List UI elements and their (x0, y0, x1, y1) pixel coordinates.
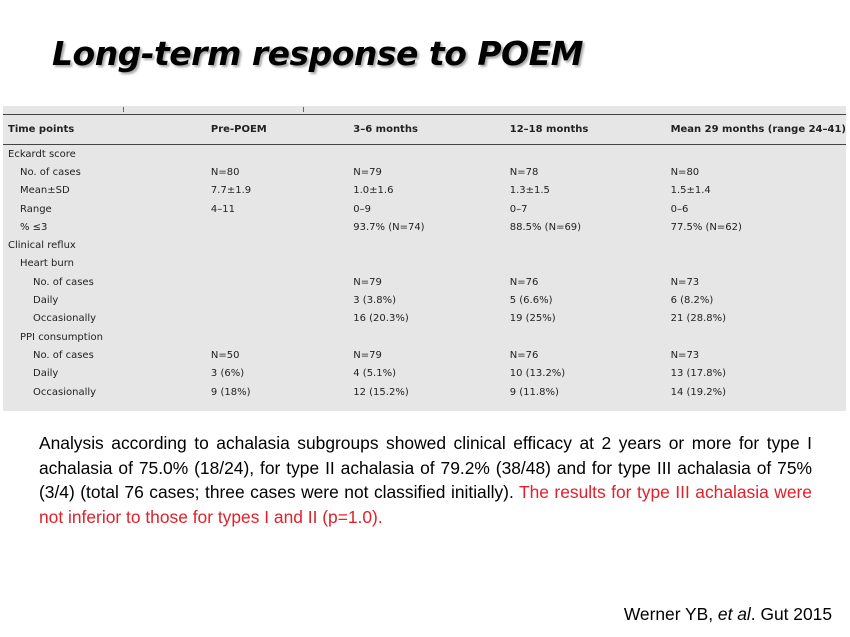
table-cell: 7.7±1.9 (210, 185, 252, 197)
table-row (3, 328, 846, 346)
table-cell: 1.0±1.6 (353, 185, 394, 197)
summary-paragraph (39, 431, 812, 529)
table-row (3, 145, 846, 164)
table-cell (510, 145, 671, 164)
header-mean-29-months: Mean 29 months (range 24–41) (671, 115, 846, 145)
table-row (3, 273, 846, 291)
table-cell (211, 236, 353, 254)
table-cell: 4–11 (210, 203, 236, 215)
header-time-points: Time points (3, 115, 211, 145)
results-table (3, 106, 846, 411)
table-cell: 1.5±1.4 (670, 185, 711, 197)
row-label: % ≤3 (20, 221, 48, 233)
table-cell (211, 218, 353, 236)
table-cell: N=76 (509, 349, 539, 361)
table-cell: 93.7% (N=74) (353, 221, 425, 233)
table-cell (671, 328, 846, 346)
table-tick-mark (303, 107, 304, 112)
table-cell: N=80 (210, 166, 240, 178)
table-cell: N=78 (509, 166, 539, 178)
table-header-row (3, 115, 846, 145)
table-cell: 9 (11.8%) (509, 386, 559, 398)
row-label: No. of cases (33, 276, 94, 288)
citation-et-al: et al (717, 604, 751, 624)
table-cell (211, 310, 353, 328)
table-cell: 0–6 (670, 203, 689, 215)
table-cell: N=80 (670, 166, 700, 178)
table-cell: 9 (18%) (210, 386, 251, 398)
table-row (3, 255, 846, 273)
summary-highlight: The results for type III achalasia were not inferior to those for types I and II (p=1.0). (39, 482, 812, 527)
table-row (3, 236, 846, 254)
table-cell (211, 291, 353, 309)
row-label: No. of cases (33, 349, 94, 361)
table-cell: 88.5% (N=69) (509, 221, 582, 233)
row-label: Daily (33, 368, 59, 380)
table-cell (211, 273, 353, 291)
table-cell: 5 (6.6%) (509, 295, 553, 307)
header-3-6-months: 3–6 months (353, 115, 509, 145)
row-label: Mean±SD (20, 185, 70, 197)
table-cell: N=76 (509, 276, 539, 288)
table-row (3, 182, 846, 200)
table-cell: N=50 (210, 349, 240, 361)
table-cell (671, 145, 846, 164)
citation-journal: . Gut 2015 (750, 604, 832, 624)
table-row (3, 218, 846, 236)
header-12-18-months: 12–18 months (510, 115, 671, 145)
table-top-ticks (3, 106, 846, 114)
table-cell: 4 (5.1%) (353, 368, 396, 380)
table-cell: 19 (25%) (509, 313, 556, 325)
table-cell (211, 255, 353, 273)
table-row (3, 200, 846, 218)
table-tick-mark (123, 107, 124, 112)
results-data-table (3, 114, 846, 401)
slide-title: Long-term response to POEM (52, 34, 583, 73)
table-cell: 21 (28.8%) (670, 313, 727, 325)
table-cell (211, 328, 353, 346)
table-cell (510, 236, 671, 254)
table-cell: N=79 (353, 349, 382, 361)
table-cell: 0–9 (353, 203, 371, 215)
citation-authors: Werner YB, (623, 604, 714, 624)
table-cell: 14 (19.2%) (670, 386, 727, 398)
table-cell: 3 (3.8%) (353, 295, 396, 307)
table-cell (671, 255, 846, 273)
row-label: Daily (33, 295, 59, 307)
table-cell: 6 (8.2%) (670, 295, 714, 307)
table-cell: 12 (15.2%) (353, 386, 409, 398)
row-label: Occasionally (33, 313, 97, 325)
table-row (3, 310, 846, 328)
header-pre-poem: Pre-POEM (211, 115, 353, 145)
table-cell (353, 145, 509, 164)
row-label: Eckardt score (8, 148, 76, 160)
table-cell (211, 145, 353, 164)
table-cell: 77.5% (N=62) (670, 221, 742, 233)
table-cell (671, 236, 846, 254)
table-cell: N=73 (670, 349, 700, 361)
table-cell: 13 (17.8%) (670, 368, 727, 380)
table-cell: N=79 (353, 276, 382, 288)
table-cell (353, 255, 509, 273)
row-label: Range (20, 203, 52, 215)
table-cell (353, 328, 509, 346)
table-row (3, 163, 846, 181)
table-row (3, 346, 846, 364)
table-row (3, 383, 846, 401)
table-cell: 10 (13.2%) (509, 368, 566, 380)
row-label: Clinical reflux (8, 240, 76, 252)
table-cell: 1.3±1.5 (509, 185, 550, 197)
table-cell (510, 255, 671, 273)
table-row (3, 291, 846, 309)
table-cell (353, 236, 509, 254)
table-cell: 16 (20.3%) (353, 313, 409, 325)
row-label: No. of cases (20, 166, 81, 178)
table-cell (510, 328, 671, 346)
row-label: PPI consumption (20, 331, 103, 343)
table-cell: 3 (6%) (210, 368, 245, 380)
table-cell: 0–7 (509, 203, 528, 215)
table-cell: N=79 (353, 166, 382, 178)
table-row (3, 365, 846, 383)
table-cell: N=73 (670, 276, 700, 288)
row-label: Heart burn (20, 258, 74, 270)
summary-text: Analysis according to achalasia subgroups showed clinical efficacy at 2 years or more for type I achalasia of 75.0% (18/24), for type II achalasia of 79.2% (38/48) and for type III achalasia of 75% (3/4) (total 76 cases; three cases were not classified initially). (39, 433, 812, 502)
citation (624, 604, 832, 625)
row-label: Occasionally (33, 386, 97, 398)
